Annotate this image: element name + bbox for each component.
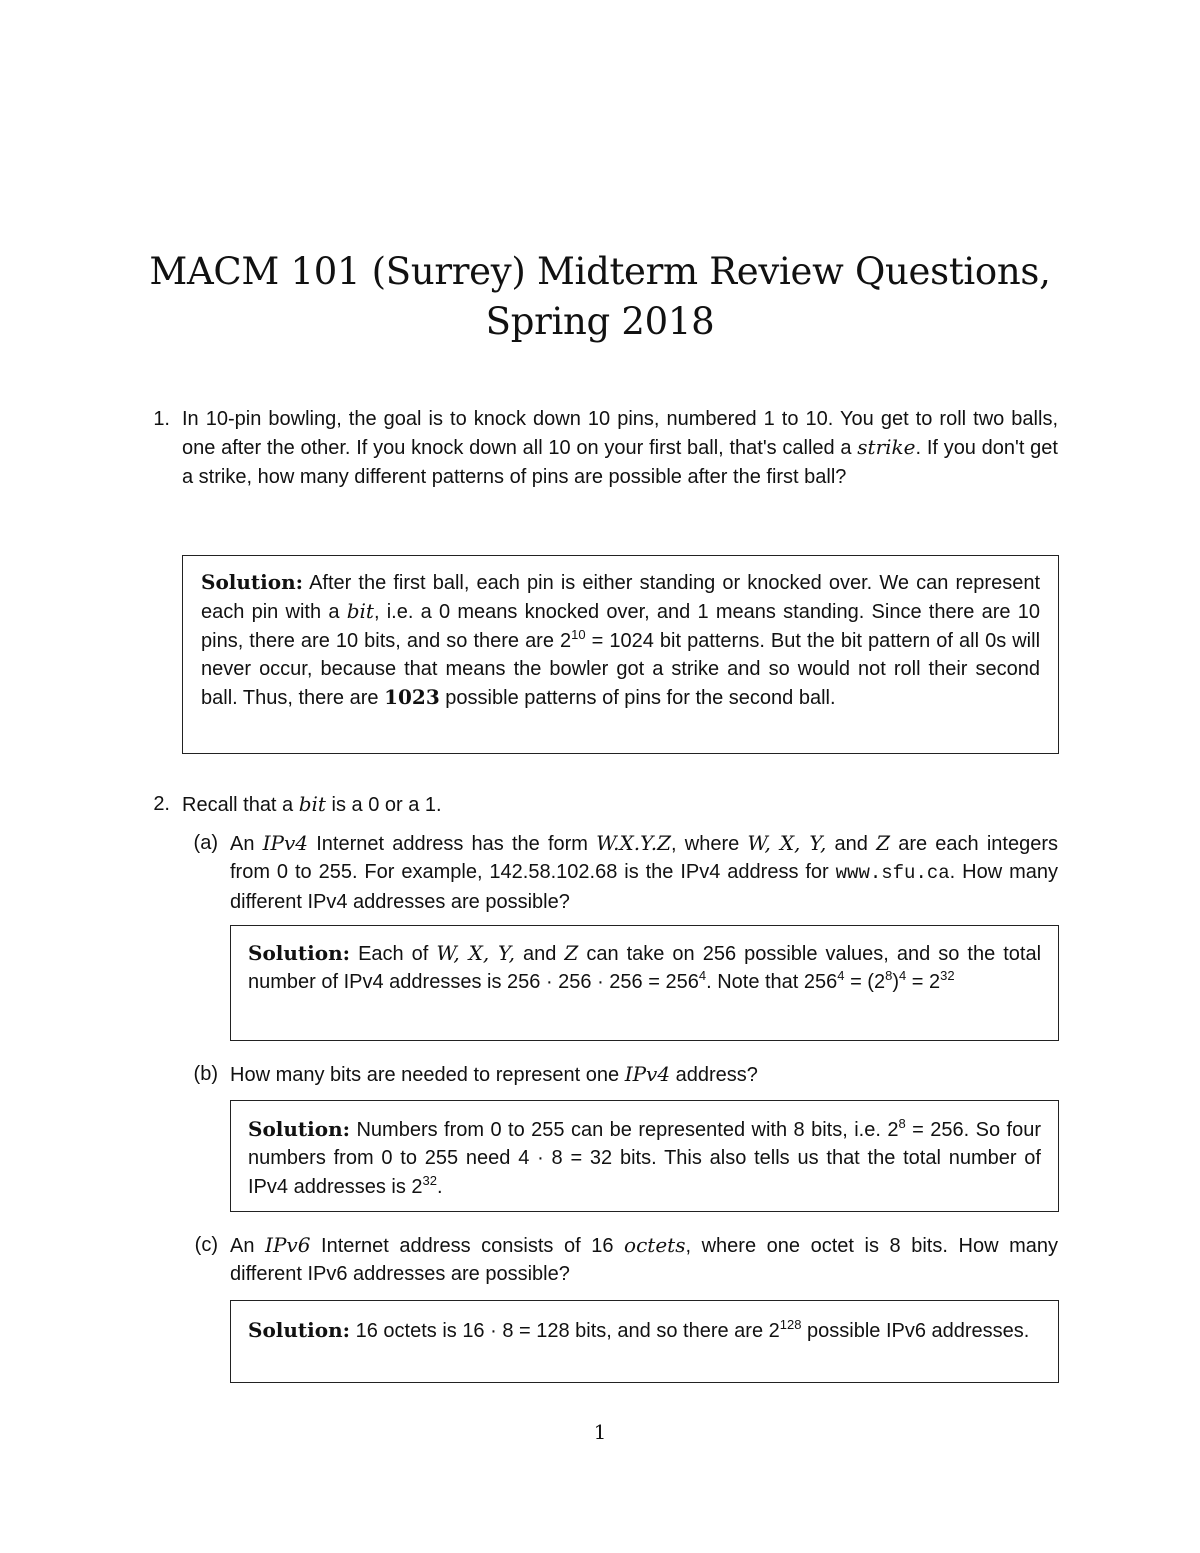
emphasis-term: IPv4 xyxy=(262,831,309,855)
solution-text: , i.e. a 0 means knocked over, and 1 means standing. Since there are 10 pins, there are 10 bits, and so there are 2 xyxy=(201,601,1040,652)
question-text xyxy=(182,405,1058,491)
solution-text: = 1024 bit patterns. But the bit pattern of all 0s will never occur, because that means the bowler got a strike and so would not roll their second ball. Thus, there are xyxy=(201,629,1041,710)
question-text-part: In 10-pin bowling, the goal is to knock down 10 pins, numbered 1 to 10. You get to roll two balls, one after the other. If you knock down all 10 on your first ball, that's called a xyxy=(182,408,1058,460)
solution-box-q2c xyxy=(230,1300,1059,1383)
question-text-part: An xyxy=(230,1235,266,1257)
question-text-part: are each integers from 0 to 255. For example, 142.58.102.68 is the IPv4 address for xyxy=(230,833,1058,884)
subquestion-text xyxy=(230,1231,1058,1289)
solution-text: = 2 xyxy=(906,971,941,994)
solution-text: possible IPv6 addresses. xyxy=(801,1320,1030,1342)
question-text-part: Internet address has the form xyxy=(308,833,597,855)
page-title: MACM 101 (Surrey) Midterm Review Questions, Spring 2018 xyxy=(149,249,1051,343)
emphasis-term: bit xyxy=(346,599,374,624)
solution-text: Each of xyxy=(358,943,437,965)
solution-text: possible patterns of pins for the second ball. xyxy=(439,687,836,710)
solution-text: 16 octets is 16 · 8 = 128 bits, and so there are 2 xyxy=(355,1320,780,1342)
exponent: 4 xyxy=(698,968,707,984)
exponent: 128 xyxy=(779,1317,802,1332)
solution-label: Solution: xyxy=(248,1117,351,1141)
question-text-part: Internet address consists of 16 xyxy=(310,1235,625,1257)
question-text-part: . If you don't get a strike, how many different patterns of pins are possible after the first ball? xyxy=(182,437,1058,488)
subquestion-label: (b) xyxy=(193,1063,218,1085)
solution-text: Numbers from 0 to 255 can be represented with 8 bits, i.e. 2 xyxy=(356,1119,899,1141)
math-variable: Z xyxy=(564,941,579,965)
solution-text: . Note that 256 xyxy=(706,971,838,994)
question-text-part: An xyxy=(230,833,263,855)
question-text-part: address? xyxy=(670,1064,758,1086)
math-variable: Z xyxy=(876,831,891,855)
solution-text: = 256. So four numbers from 0 to 255 need 4 · 8 = 32 bits. This also tells us that the total number of IPv4 addresses is 2 xyxy=(248,1119,1042,1198)
solution-text: ) xyxy=(892,971,899,994)
answer-number: 1023 xyxy=(384,685,440,710)
solution-label: Solution: xyxy=(248,1318,351,1342)
exponent: 32 xyxy=(422,1172,437,1188)
exponent: 4 xyxy=(837,968,845,984)
subquestion-text xyxy=(230,829,1058,916)
subquestion-text xyxy=(230,1060,1058,1089)
question-text-part: How many bits are needed to represent one xyxy=(230,1064,625,1086)
solution-text: = (2 xyxy=(844,971,886,994)
math-variables: W, X, Y, xyxy=(747,831,827,855)
emphasis-term: IPv4 xyxy=(624,1062,671,1086)
solution-text: and xyxy=(515,943,565,965)
solution-text: can take on 256 possible values, and so the total number of IPv4 addresses is 256 · 256 · 256 = 256 xyxy=(248,943,1042,994)
question-text xyxy=(182,790,1058,819)
url-text: www.sfu.ca xyxy=(835,862,950,885)
emphasis-term: octets xyxy=(624,1233,686,1257)
question-text-part: , where one octet is 8 bits. How many different IPv6 addresses are possible? xyxy=(230,1235,1058,1286)
emphasis-term: IPv6 xyxy=(265,1233,311,1257)
math-variables: W, X, Y, xyxy=(436,941,516,965)
exponent: 8 xyxy=(885,968,893,984)
subquestion-label: (a) xyxy=(193,832,218,854)
solution-text: After the first ball, each pin is either standing or knocked over. We can represent each pin with a xyxy=(201,572,1040,624)
emphasis-term: strike xyxy=(857,435,916,460)
question-text-part: Recall that a xyxy=(182,794,299,816)
exponent: 32 xyxy=(940,968,955,984)
question-text-part: , where xyxy=(671,833,748,855)
exponent: 10 xyxy=(571,626,586,642)
solution-box-q2a xyxy=(230,925,1059,1041)
question-text-part: and xyxy=(826,833,877,855)
solution-text: . xyxy=(437,1175,443,1198)
math-expression: W.X.Y.Z xyxy=(596,831,672,855)
solution-box-q2b xyxy=(230,1100,1059,1212)
exponent: 4 xyxy=(899,968,907,984)
question-number: 2. xyxy=(153,793,170,815)
solution-box-q1 xyxy=(182,555,1059,754)
question-number: 1. xyxy=(153,408,170,430)
question-text-part: . How many different IPv4 addresses are possible? xyxy=(230,861,1058,913)
emphasis-term: bit xyxy=(298,792,326,816)
solution-label: Solution: xyxy=(248,941,351,965)
question-text-part: is a 0 or a 1. xyxy=(325,794,442,816)
solution-label: Solution: xyxy=(201,570,304,594)
subquestion-label: (c) xyxy=(194,1234,218,1256)
page-number: 1 xyxy=(593,1420,607,1444)
exponent: 8 xyxy=(898,1116,906,1131)
